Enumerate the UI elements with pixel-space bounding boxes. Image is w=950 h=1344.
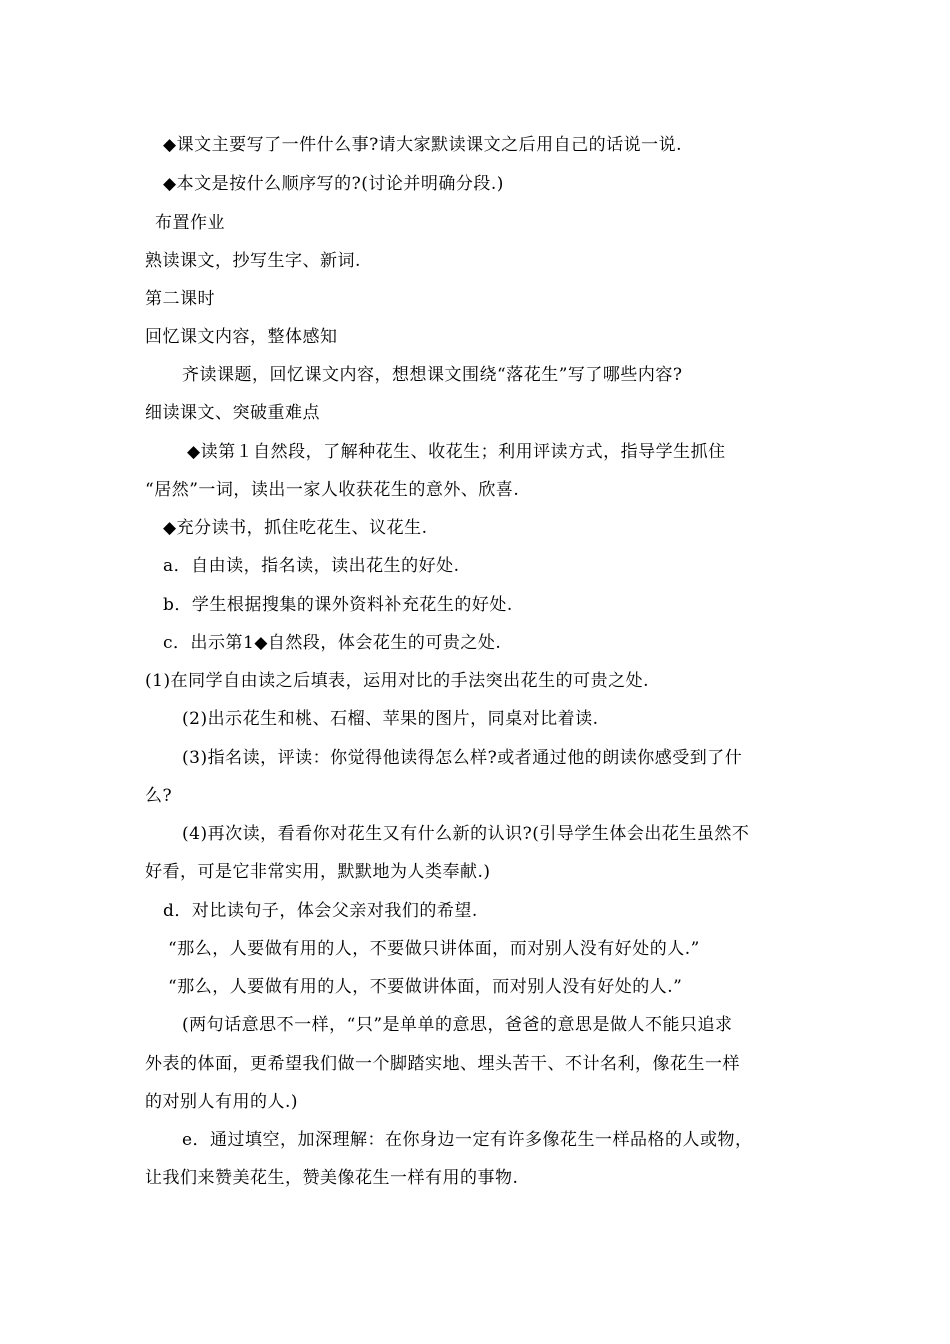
quote-line: “那么，人要做有用的人，不要做讲体面，而对别人没有好处的人.” xyxy=(168,977,683,997)
text-line: 么? xyxy=(145,786,173,806)
section-heading: 布置作业 xyxy=(155,213,225,233)
text-line: (4)再次读，看看你对花生又有什么新的认识?(引导学生体会出花生虽然不 xyxy=(182,824,750,844)
text-line: 让我们来赞美花生，赞美像花生一样有用的事物. xyxy=(145,1168,519,1188)
text-line: (两句话意思不一样，“只”是单单的意思，爸爸的意思是做人不能只追求 xyxy=(182,1015,733,1035)
text-line: d．对比读句子，体会父亲对我们的希望. xyxy=(163,901,478,921)
text-line: ◆课文主要写了一件什么事?请大家默读课文之后用自己的话说一说. xyxy=(163,135,683,155)
text-line: ◆本文是按什么顺序写的?(讨论并明确分段.) xyxy=(163,174,504,194)
text-line: 好看，可是它非常实用，默默地为人类奉献.) xyxy=(145,862,491,882)
text-line: a．自由读，指名读，读出花生的好处. xyxy=(163,556,460,576)
text-line: 外表的体面，更希望我们做一个脚踏实地、埋头苦干、不计名利，像花生一样 xyxy=(145,1054,740,1074)
text-line: 齐读课题，回忆课文内容，想想课文围绕“落花生”写了哪些内容? xyxy=(182,365,683,385)
text-line: c．出示第1◆自然段，体会花生的可贵之处. xyxy=(163,633,502,653)
text-line: ◆充分读书，抓住吃花生、议花生. xyxy=(163,518,428,538)
text-line: ◆读第１自然段，了解种花生、收花生；利用评读方式，指导学生抓住 xyxy=(187,442,726,462)
text-line: b．学生根据搜集的课外资料补充花生的好处. xyxy=(163,595,513,615)
text-line: “居然”一词，读出一家人收获花生的意外、欣喜. xyxy=(145,480,520,500)
quote-line: “那么，人要做有用的人，不要做只讲体面，而对别人没有好处的人.” xyxy=(168,939,700,959)
text-line: 的对别人有用的人.) xyxy=(145,1092,299,1112)
section-heading: 细读课文、突破重难点 xyxy=(145,403,320,423)
text-line: 熟读课文，抄写生字、新词. xyxy=(145,251,361,271)
section-heading: 第二课时 xyxy=(145,289,215,309)
text-line: (3)指名读，评读：你觉得他读得怎么样?或者通过他的朗读你感受到了什 xyxy=(182,748,743,768)
text-line: (1)在同学自由读之后填表，运用对比的手法突出花生的可贵之处. xyxy=(145,671,649,691)
text-line: (2)出示花生和桃、石榴、苹果的图片，同桌对比着读. xyxy=(182,709,599,729)
section-heading: 回忆课文内容，整体感知 xyxy=(145,327,338,347)
text-line: e．通过填空，加深理解：在你身边一定有许多像花生一样品格的人或物， xyxy=(182,1130,753,1150)
